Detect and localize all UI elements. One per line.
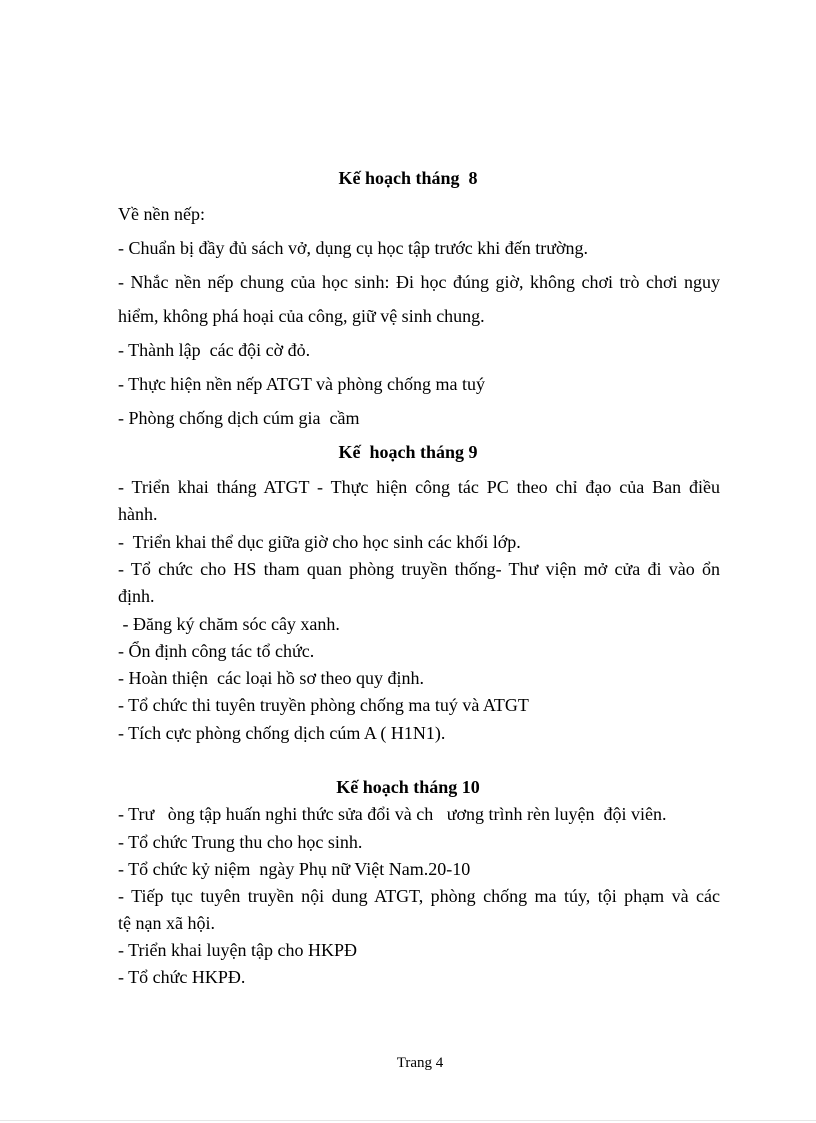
paragraph-line: - Thành lập các đội cờ đỏ. [118,340,311,360]
paragraph-line: - Triển khai tháng ATGT - Thực hiện công tác PC theo chỉ đạo của Ban điều [118,477,720,497]
paragraph-line: - Tổ chức kỷ niệm ngày Phụ nữ Việt Nam.20-10 [118,859,471,879]
paragraph-line: - Tổ chức cho HS tham quan phòng truyền thống- Thư viện mở cửa đi vào ổn [118,559,720,579]
paragraph-line: hiểm, không phá hoại của công, giữ vệ sinh chung. [118,306,485,326]
paragraph-line: - Triển khai thể dục giữa giờ cho học sinh các khối lớp. [118,532,521,552]
paragraph-line: - Tiếp tục tuyên truyền nội dung ATGT, phòng chống ma túy, tội phạm và các [118,886,720,906]
paragraph-line: tệ nạn xã hội. [118,913,215,933]
paragraph-line: - Nhắc nền nếp chung của học sinh: Đi học đúng giờ, không chơi trò chơi nguy [118,272,720,292]
paragraph-line: - Tổ chức HKPĐ. [118,967,246,987]
page-bottom-divider [0,1120,816,1121]
paragraph-line: - Trư òng tập huấn nghi thức sửa đổi và ch ương trình rèn luyện đội viên. [118,804,667,824]
section-heading-month-9: Kế hoạch tháng 9 [338,442,478,462]
paragraph-line: định. [118,586,155,606]
paragraph-line: - Triển khai luyện tập cho HKPĐ [118,940,357,960]
paragraph-line: hành. [118,504,158,524]
paragraph-line: - Hoàn thiện các loại hồ sơ theo quy định. [118,668,424,688]
paragraph-line: - Tổ chức thi tuyên truyền phòng chống ma tuý và ATGT [118,695,529,715]
paragraph-line: - Ổn định công tác tổ chức. [118,641,315,661]
paragraph-line: - Thực hiện nền nếp ATGT và phòng chống ma tuý [118,374,486,394]
page-number: Trang 4 [396,1055,444,1071]
section-heading-month-10: Kế hoạch tháng 10 [336,777,480,797]
paragraph-line: - Tích cực phòng chống dịch cúm A ( H1N1). [118,723,446,743]
paragraph-line: - Chuẩn bị đầy đủ sách vở, dụng cụ học tập trước khi đến trường. [118,238,588,258]
paragraph-line: Về nền nếp: [118,204,205,224]
paragraph-line: - Phòng chống dịch cúm gia cầm [118,408,360,428]
paragraph-line: - Tổ chức Trung thu cho học sinh. [118,832,363,852]
paragraph-line: - Đăng ký chăm sóc cây xanh. [118,614,340,634]
section-heading-month-8: Kế hoạch tháng 8 [338,168,478,188]
